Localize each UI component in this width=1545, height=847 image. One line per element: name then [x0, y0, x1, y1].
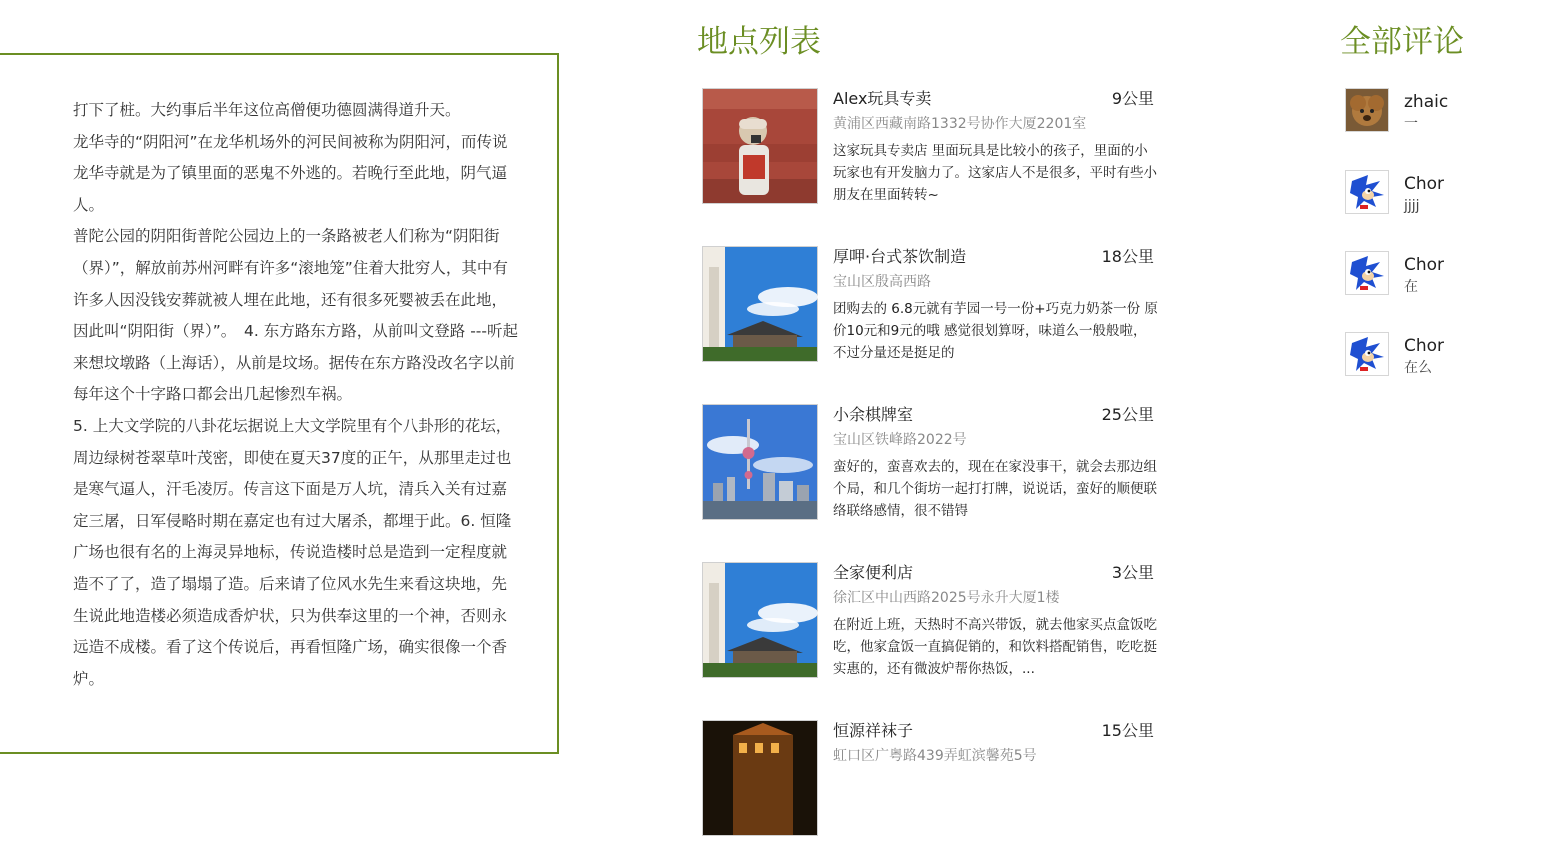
city-skyline-photo[interactable] [702, 404, 818, 520]
article-paragraph: 5. 上大文学院的八卦花坛据说上大文学院里有个八卦形的花坛，周边绿树苍翠草叶茂密，即使在夏天37度的正午，从那里走过也是寒气逼人，汗毛凌厉。传言这下面是万人坑，清兵入关有过嘉定三屠，日军侵略时期在嘉定也有过大屠杀，都埋于此。6. 恒隆广场也很有名的上海灵异地标，传说造楼时总是造到一定程度就造不了了，造了塌塌了造。后来请了位风水先生来看这块地，先生说此地造楼必须造成香炉状，只为供奉这里的一个神，否则永远造不成楼。看了这个传说后，再看恒隆广场，确实很像一个香炉。 [73, 416, 512, 688]
review-item[interactable] [1345, 332, 1545, 382]
place-description: 团购去的 6.8元就有芋园一号一份+巧克力奶茶一份 原价10元和9元的哦 感觉很划算呀，味道么一般般啦，不过分量还是挺足的 [833, 301, 1158, 361]
place-distance: 3公里 [1111, 563, 1154, 582]
review-item[interactable] [1345, 170, 1545, 220]
poodle-avatar[interactable] [1345, 88, 1389, 132]
review-username[interactable]: zhaic [1404, 92, 1449, 112]
pagoda-roof-photo[interactable] [702, 562, 818, 678]
place-name[interactable]: 小余棋牌室 [833, 405, 914, 424]
review-text: 在么 [1404, 360, 1432, 376]
places-list[interactable] [700, 85, 1170, 764]
place-item[interactable] [700, 85, 1170, 215]
place-description: 这家玩具专卖店 里面玩具是比较小的孩子，里面的小玩家也有开发脑力了。这家店人不是很多，平时有些小朋友在里面转转~ [833, 143, 1157, 203]
place-address: 徐汇区中山西路2025号永升大厦1楼 [833, 590, 1060, 606]
article-body [73, 95, 518, 695]
review-text: 在 [1404, 279, 1418, 295]
place-name[interactable]: 厚呷·台式茶饮制造 [833, 247, 967, 266]
article-panel [0, 53, 559, 754]
place-item[interactable] [700, 401, 1170, 531]
review-text: 一 [1404, 116, 1418, 132]
place-description: 在附近上班，天热时不高兴带饭，就去他家买点盒饭吃吃，他家盒饭一直搞促销的，和饮料搭配销售，吃吃挺实惠的，还有微波炉帮你热饭，... [833, 617, 1157, 677]
place-address: 宝山区铁峰路2022号 [833, 432, 967, 448]
article-paragraph: 龙华寺的“阴阳河”在龙华机场外的河民间被称为阴阳河，而传说龙华寺就是为了镇里面的恶鬼不外逃的。若晚行至此地，阴气逼人。 [73, 132, 508, 214]
place-item[interactable] [700, 559, 1170, 689]
sonic-avatar[interactable] [1345, 251, 1389, 295]
place-description: 蛮好的，蛮喜欢去的，现在在家没事干，就会去那边组个局，和几个街坊一起打打牌，说说话，蛮好的顺便联络联络感情，很不错锝 [833, 459, 1157, 519]
review-item[interactable] [1345, 251, 1545, 301]
place-name[interactable]: 恒源祥袜子 [833, 721, 914, 740]
place-address: 虹口区广粤路439弄虹滨馨苑5号 [833, 748, 1037, 764]
reviews-section-title: 全部评论 [1340, 24, 1464, 60]
place-address: 黄浦区西藏南路1332号协作大厦2201室 [833, 116, 1087, 132]
places-section-title: 地点列表 [697, 24, 821, 60]
review-item[interactable] [1345, 88, 1545, 138]
review-username[interactable]: Chor [1404, 174, 1445, 194]
place-item[interactable] [700, 717, 1170, 847]
article-paragraph: 普陀公园的阴阳街普陀公园边上的一条路被老人们称为“阴阳街（界）”，解放前苏州河畔有许多“滚地笼”住着大批穷人，其中有许多人因没钱安葬就被人埋在此地，还有很多死婴被丢在此地，因此叫“阴阳街（界）”。 4. 东方路东方路，从前叫文登路 ---听起来想坟墩路（上海话），从前是坟场。据传在东方路没改名字以前每年这个十字路口都会出几起惨烈车祸。 [73, 227, 518, 404]
sonic-avatar[interactable] [1345, 332, 1389, 376]
place-name[interactable]: Alex玩具专卖 [833, 89, 932, 108]
pagoda-roof-photo[interactable] [702, 246, 818, 362]
review-username[interactable]: Chor [1404, 255, 1445, 275]
red-wall-photo[interactable] [702, 88, 818, 204]
review-username[interactable]: Chor [1404, 336, 1445, 356]
review-text: jjjj [1404, 198, 1420, 214]
place-item[interactable] [700, 243, 1170, 373]
place-distance: 18公里 [1101, 247, 1154, 266]
place-distance: 9公里 [1111, 89, 1154, 108]
place-distance: 25公里 [1101, 405, 1154, 424]
article-paragraph: 打下了桩。大约事后半年这位高僧便功德圆满得道升天。 [73, 101, 461, 119]
place-distance: 15公里 [1101, 721, 1154, 740]
sonic-avatar[interactable] [1345, 170, 1389, 214]
night-building-photo[interactable] [702, 720, 818, 836]
place-name[interactable]: 全家便利店 [833, 563, 914, 582]
place-address: 宝山区殷高西路 [833, 274, 931, 290]
